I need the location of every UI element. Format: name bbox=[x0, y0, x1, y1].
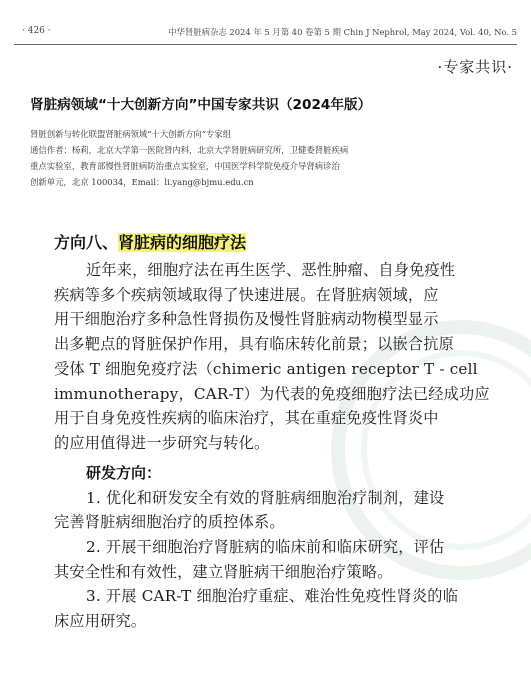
journal-citation: 中华肾脏病杂志 2024 年 5 月第 40 卷第 5 期 Chin J Nephrol, May 2024, Vol. 40, No. 5 bbox=[168, 27, 517, 37]
section-prefix: 方向八、 bbox=[54, 233, 119, 252]
contact-line: 创新单元，北京 100034，Email：li.yang@bjmu.edu.cn bbox=[30, 177, 254, 187]
intro-paragraph bbox=[54, 258, 506, 456]
research-item-line: 完善肾脏病细胞治疗的质控体系。 bbox=[54, 513, 285, 532]
header-rule bbox=[14, 44, 517, 45]
author-group: 肾脏创新与转化联盟肾脏病领域“十大创新方向”专家组 bbox=[30, 129, 232, 139]
affiliation-line: 重点实验室，教育部慢性肾脏病防治重点实验室，中国医学科学院免疫介导肾病诊治 bbox=[30, 161, 340, 171]
author-block bbox=[30, 126, 500, 190]
research-item-line: 其安全性和有效性，建立肾脏病干细胞治疗策略。 bbox=[54, 562, 393, 581]
research-item-1 bbox=[54, 486, 506, 535]
research-item-line: 床应用研究。 bbox=[54, 612, 147, 631]
research-item-line: 3. 开展 CAR-T 细胞治疗重症、难治性免疫性肾炎的临 bbox=[86, 587, 459, 606]
column-label: ·专家共识· bbox=[437, 58, 513, 76]
paragraph-line: immunotherapy，CAR-T）为代表的免疫细胞疗法已经成功应 bbox=[54, 384, 490, 403]
research-item-line: 1. 优化和研发安全有效的肾脏病细胞治疗制剂，建设 bbox=[86, 488, 445, 507]
paragraph-line: 用干细胞治疗多种急性肾损伤及慢性肾脏病动物模型显示 bbox=[54, 310, 439, 329]
research-item-line: 2. 开展干细胞治疗肾脏病的临床前和临床研究，评估 bbox=[86, 538, 445, 557]
article-title: 肾脏病领域“十大创新方向”中国专家共识（2024年版） bbox=[30, 97, 372, 113]
running-header bbox=[0, 26, 531, 40]
research-item-2 bbox=[54, 535, 506, 584]
page-number: · 426 · bbox=[22, 26, 51, 36]
body-content bbox=[54, 228, 506, 634]
paragraph-line: 用于自身免疫性疾病的临床治疗，其在重症免疫性肾炎中 bbox=[54, 409, 439, 428]
paragraph-line: 受体 T 细胞免疫疗法（chimeric antigen receptor T - cell bbox=[54, 359, 478, 378]
research-heading: 研发方向： bbox=[86, 463, 162, 482]
research-item-3 bbox=[54, 584, 506, 633]
paragraph-line: 出多靶点的肾脏保护作用，具有临床转化前景；以嵌合抗原 bbox=[54, 335, 455, 354]
paragraph-line: 近年来，细胞疗法在再生医学、恶性肿瘤、自身免疫性 bbox=[86, 261, 456, 279]
corresponding-author-line: 通信作者：杨莉，北京大学第一医院肾内科，北京大学肾脏病研究所，卫健委肾脏疾病 bbox=[30, 145, 349, 155]
section-highlight: 肾脏病的细胞疗法 bbox=[118, 233, 247, 252]
paragraph-line: 的应用值得进一步研究与转化。 bbox=[54, 433, 270, 452]
paragraph-line: 疾病等多个疾病领域取得了快速进展。在肾脏病领域，应 bbox=[54, 285, 439, 304]
section-heading bbox=[54, 228, 506, 258]
